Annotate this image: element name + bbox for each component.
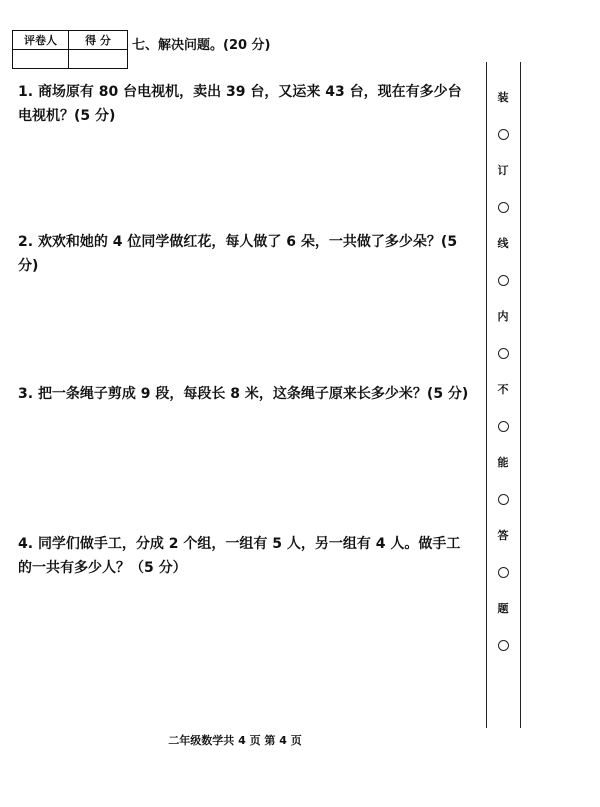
grader-cell[interactable] (13, 50, 69, 69)
binding-char: 不 (497, 383, 509, 396)
grader-label: 评卷人 (13, 31, 69, 50)
question-number: 3. (18, 386, 34, 402)
question-1 (18, 80, 473, 128)
question-3 (18, 382, 473, 406)
question-text: 商场原有 80 台电视机，卖出 39 台，又运来 43 台，现在有多少台电视机？(5 分) (18, 84, 462, 124)
binding-margin (492, 90, 514, 674)
binding-char: 内 (497, 310, 509, 323)
question-2 (18, 230, 473, 278)
binding-hole-icon (498, 202, 509, 213)
binding-hole-icon (498, 129, 509, 140)
binding-char: 答 (497, 529, 509, 542)
question-text: 同学们做手工，分成 2 个组，一组有 5 人，另一组有 4 人。做手工的一共有多少人？（5 分） (18, 536, 461, 576)
question-text: 把一条绳子剪成 9 段，每段长 8 米，这条绳子原来长多少米？(5 分) (37, 386, 469, 402)
binding-hole-icon (498, 494, 509, 505)
binding-char: 订 (497, 164, 509, 177)
binding-char: 题 (497, 602, 509, 615)
score-label: 得 分 (69, 31, 128, 50)
binding-line-left (486, 62, 487, 728)
binding-hole-icon (498, 640, 509, 651)
binding-hole-icon (498, 567, 509, 578)
score-cell[interactable] (69, 50, 128, 69)
binding-hole-icon (498, 275, 509, 286)
score-table (12, 30, 128, 69)
question-number: 4. (18, 536, 34, 552)
binding-hole-icon (498, 348, 509, 359)
question-number: 1. (18, 84, 34, 100)
section-title: 七、解决问题。(20 分) (132, 38, 271, 53)
binding-char: 装 (497, 91, 509, 104)
binding-line-right (520, 62, 521, 728)
question-4 (18, 532, 473, 580)
binding-char: 能 (497, 456, 509, 469)
binding-hole-icon (498, 421, 509, 432)
question-text: 欢欢和她的 4 位同学做红花，每人做了 6 朵，一共做了多少朵？(5 分) (18, 234, 458, 274)
page-footer: 二年级数学共 4 页 第 4 页 (168, 734, 302, 747)
question-number: 2. (18, 234, 34, 250)
binding-char: 线 (497, 237, 509, 250)
